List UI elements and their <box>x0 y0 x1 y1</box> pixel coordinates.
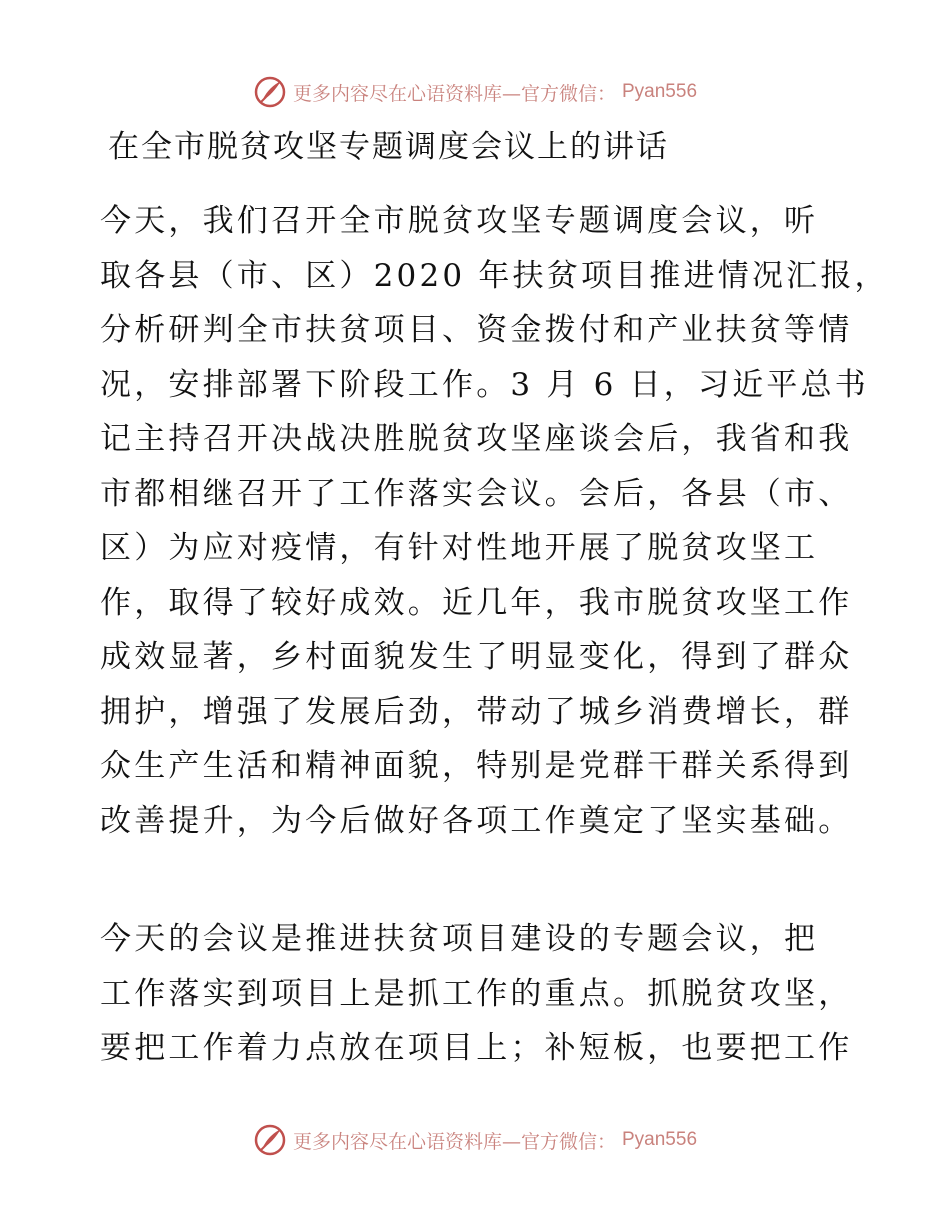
text-line: 要把工作着力点放在项目上；补短板，也要把工作 <box>100 1030 853 1066</box>
paragraph-2 <box>100 912 860 1076</box>
watermark-footer <box>0 1120 950 1160</box>
paragraph-1 <box>100 194 889 848</box>
watermark-account: Pyan556 <box>622 81 698 102</box>
text-line: 取各县（市、区）2020 年扶贫项目推进情况汇报， <box>100 257 889 294</box>
feather-pen-logo-icon <box>253 75 287 109</box>
text-line: 作，取得了较好成效。近几年，我市脱贫攻坚工作 <box>100 584 853 621</box>
text-line: 记主持召开决战决胜脱贫攻坚座谈会后，我省和我 <box>100 421 853 457</box>
text-line: 今天，我们召开全市脱贫攻坚专题调度会议，听 <box>100 203 819 239</box>
text-line: 区）为应对疫情，有针对性地开展了脱贫攻坚工 <box>100 530 819 566</box>
text-line: 市都相继召开了工作落实会议。会后，各县（市、 <box>100 475 853 512</box>
text-line: 今天的会议是推进扶贫项目建设的专题会议，把 <box>100 921 819 957</box>
text-line: 况，安排部署下阶段工作。3 月 6 日，习近平总书 <box>100 366 870 403</box>
text-line: 工作落实到项目上是抓工作的重点。抓脱贫攻坚， <box>100 975 853 1012</box>
document-title: 在全市脱贫攻坚专题调度会议上的讲话 <box>108 129 669 165</box>
text-line: 众生产生活和精神面貌，特别是党群干群关系得到 <box>100 748 853 784</box>
text-line: 改善提升，为今后做好各项工作奠定了坚实基础。 <box>100 802 853 839</box>
text-line: 拥护，增强了发展后劲，带动了城乡消费增长，群 <box>100 693 853 730</box>
watermark-header <box>0 72 950 112</box>
watermark-account: Pyan556 <box>622 1129 698 1150</box>
feather-pen-logo-icon <box>253 1123 287 1157</box>
watermark-text: 更多内容尽在心语资料库—官方微信： <box>292 1130 616 1153</box>
text-line: 成效显著，乡村面貌发生了明显变化，得到了群众 <box>100 639 853 675</box>
text-line: 分析研判全市扶贫项目、资金拨付和产业扶贫等情 <box>100 312 853 348</box>
watermark-text: 更多内容尽在心语资料库—官方微信： <box>292 82 616 105</box>
